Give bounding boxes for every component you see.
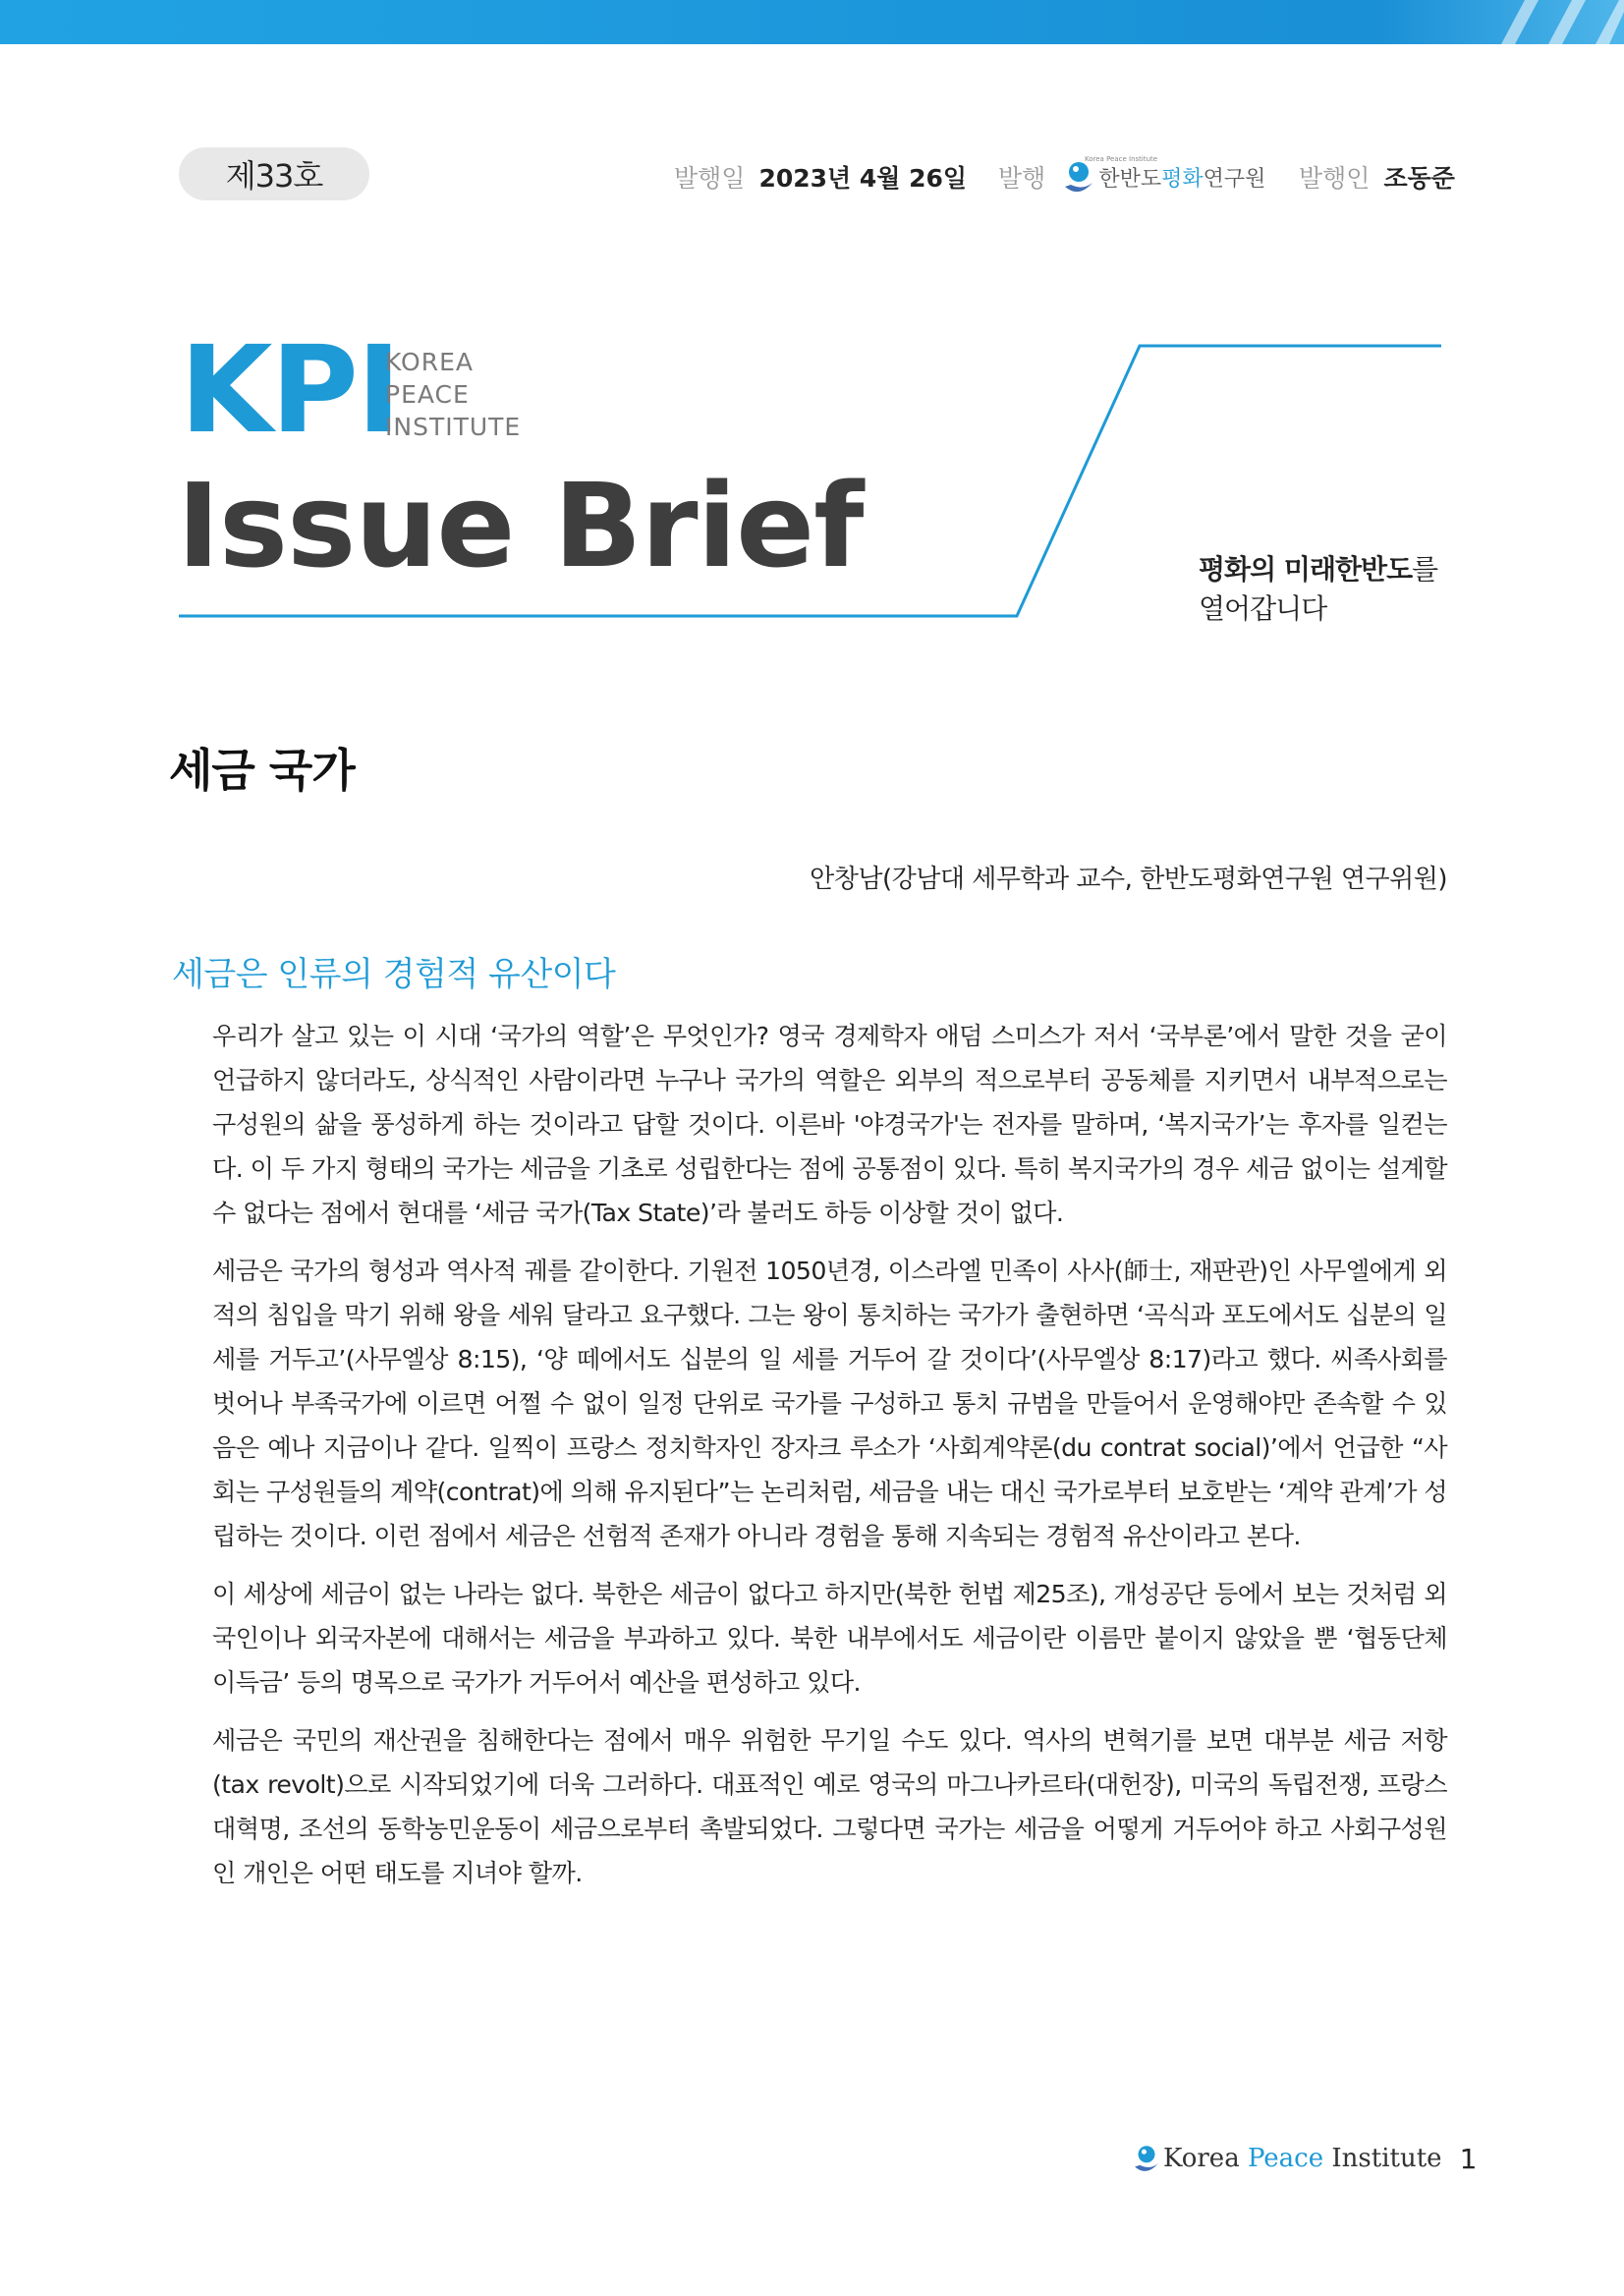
article-author: 안창남(강남대 세무학과 교수, 한반도평화연구원 연구위원) — [810, 865, 1447, 894]
issue-number: 제33호 — [225, 157, 323, 195]
kpi-emblem-icon — [1059, 157, 1098, 196]
slogan-line-2: 열어갑니다 — [1199, 592, 1327, 625]
top-banner — [0, 0, 1624, 44]
publisher — [998, 157, 1265, 196]
page-number: 1 — [1459, 2142, 1478, 2175]
kpi-emblem-icon — [1130, 2142, 1163, 2175]
series-title: Issue Brief — [177, 458, 864, 593]
publisher-small-text: Korea Peace Institute — [1085, 155, 1158, 163]
paragraph: 우리가 살고 있는 이 시대 ‘국가의 역할’은 무엇인가? 영국 경제학자 애덤 스미스가 저서 ‘국부론’에서 말한 것을 굳이 언급하지 않더라도, 상식적인 사람이라면 누구나 국가의 역할은 외부의 적으로부터 공동체를 지키면서 내부적으로는 구성원의 삶을 풍성하게 하는 것이라고 답할 것이다. 이른바 '야경국가'는 전자를 말하며, ‘복지국가’는 후자를 일컫는다. 이 두 가지 형태의 국가는 세금을 기초로 성립한다는 점에 공통점이 있다. 특히 복지국가의 경우 세금 없이는 설계할 수 없다는 점에서 현대를 ‘세금 국가(Tax State)’라 불러도 하등 이상할 것이 없다. — [212, 1022, 1447, 1227]
publish-date — [674, 157, 967, 196]
slogan — [1199, 550, 1437, 629]
kpi-sub-line-3: INSTITUTE — [385, 413, 522, 441]
date-label: 발행일 — [674, 164, 746, 193]
slogan-bold: 평화의 미래한반도 — [1199, 553, 1413, 586]
paragraph: 세금은 국가의 형성과 역사적 궤를 같이한다. 기원전 1050년경, 이스라엘 민족이 사사(師士, 재판관)인 사무엘에게 외적의 침입을 막기 위해 왕을 세워 달라고 요구했다. 그는 왕이 통치하는 국가가 출현하면 ‘곡식과 포도에서도 십분의 일 세를 거두고’(사무엘상 8:15), ‘양 떼에서도 십분의 일 세를 거두어 갈 것이다’(사무엘상 8:17)라고 했다. 씨족사회를 벗어나 부족국가에 이르면 어쩔 수 없이 일정 단위로 국가를 구성하고 통치 규범을 만들어서 운영해야만 존속할 수 있음은 예나 지금이나 같다. 일찍이 프랑스 정치학자인 장자크 루소가 ‘사회계약론(du contrat social)’에서 언급한 “사회는 구성원들의 계약(contrat)에 의해 유지된다”는 논리처럼, 세금을 내는 대신 국가로부터 보호받는 ‘계약 관계’가 성립하는 것이다. 이런 점에서 세금은 선험적 존재가 아니라 경험을 통해 지속되는 경험적 유산이라고 본다. — [212, 1257, 1447, 1550]
page-footer — [1130, 2142, 1477, 2175]
footer-brand: Korea Peace Institute — [1163, 2144, 1442, 2173]
publisher-name: 한반도평화연구원 — [1098, 166, 1266, 192]
date-value: 2023년 4월 26일 — [758, 164, 968, 193]
kpi-logo-subtitle — [385, 346, 521, 443]
article-body — [212, 1014, 1447, 1909]
section-heading: 세금은 인류의 경험적 유산이다 — [172, 955, 616, 994]
issue-number-badge — [179, 147, 369, 200]
publisher-label: 발행 — [998, 164, 1046, 193]
person-label: 발행인 — [1299, 164, 1371, 193]
publisher-logo — [1059, 157, 1265, 196]
paragraph: 이 세상에 세금이 없는 나라는 없다. 북한은 세금이 없다고 하지만(북한 헌법 제25조), 개성공단 등에서 보는 것처럼 외국인이나 외국자본에 대해서는 세금을 부과하고 있다. 북한 내부에서도 세금이란 이름만 붙이지 않았을 뿐 ‘협동단체 이득금’ 등의 명목으로 국가가 거두어서 예산을 편성하고 있다. — [212, 1580, 1447, 1697]
kpi-sub-line-2: PEACE — [385, 380, 470, 409]
paragraph: 세금은 국민의 재산권을 침해한다는 점에서 매우 위험한 무기일 수도 있다. 역사의 변혁기를 보면 대부분 세금 저항(tax revolt)으로 시작되었기에 더욱 그러하다. 대표적인 예로 영국의 마그나카르타(대헌장), 미국의 독립전쟁, 프랑스 대혁명, 조선의 동학농민운동이 세금으로부터 촉발되었다. 그렇다면 국가는 세금을 어떻게 거두어야 하고 사회구성원인 개인은 어떤 태도를 지녀야 할까. — [212, 1726, 1447, 1887]
article-title: 세금 국가 — [169, 744, 355, 797]
kpi-logo: KPI — [180, 320, 400, 460]
slogan-particle: 를 — [1412, 553, 1438, 586]
kpi-sub-line-1: KOREA — [385, 348, 474, 376]
publisher-person — [1299, 157, 1455, 196]
person-value: 조동준 — [1383, 164, 1455, 193]
